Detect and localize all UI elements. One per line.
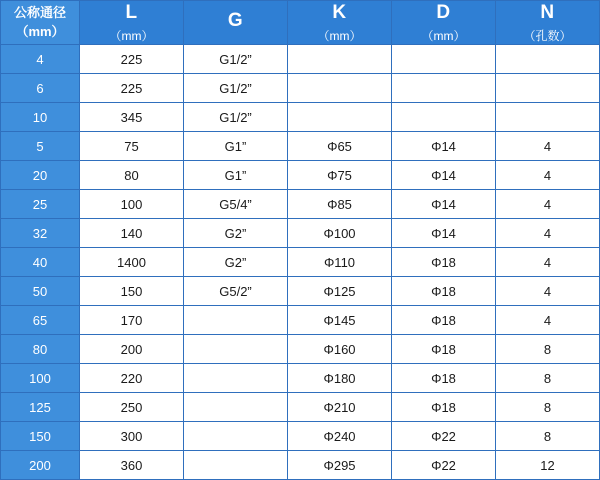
column-header-K xyxy=(288,1,392,45)
cell-K: Φ125 xyxy=(288,277,392,306)
cell-G xyxy=(184,393,288,422)
cell-L: 300 xyxy=(80,422,184,451)
cell-K: Φ110 xyxy=(288,248,392,277)
cell-G: G5/2” xyxy=(184,277,288,306)
cell-D: Φ14 xyxy=(392,161,496,190)
cell-nominal: 32 xyxy=(1,219,80,248)
cell-G: G5/4” xyxy=(184,190,288,219)
cell-G: G1” xyxy=(184,132,288,161)
cell-G: G2” xyxy=(184,219,288,248)
cell-K: Φ75 xyxy=(288,161,392,190)
cell-K: Φ210 xyxy=(288,393,392,422)
column-header-N xyxy=(496,1,600,45)
cell-K: Φ295 xyxy=(288,451,392,480)
cell-N xyxy=(496,103,600,132)
column-header-L xyxy=(80,1,184,45)
cell-nominal: 5 xyxy=(1,132,80,161)
header-row xyxy=(1,1,600,45)
cell-D: Φ18 xyxy=(392,306,496,335)
cell-nominal: 25 xyxy=(1,190,80,219)
table-row xyxy=(1,103,600,132)
cell-D: Φ14 xyxy=(392,219,496,248)
cell-nominal: 80 xyxy=(1,335,80,364)
cell-G: G1” xyxy=(184,161,288,190)
cell-K: Φ180 xyxy=(288,364,392,393)
cell-L: 250 xyxy=(80,393,184,422)
cell-nominal: 200 xyxy=(1,451,80,480)
cell-L: 100 xyxy=(80,190,184,219)
table-row xyxy=(1,335,600,364)
cell-N: 8 xyxy=(496,364,600,393)
cell-nominal: 6 xyxy=(1,74,80,103)
column-header-nominal-diameter xyxy=(1,1,80,45)
table-row xyxy=(1,74,600,103)
cell-nominal: 100 xyxy=(1,364,80,393)
cell-L: 345 xyxy=(80,103,184,132)
cell-K: Φ240 xyxy=(288,422,392,451)
cell-L: 225 xyxy=(80,45,184,74)
column-header-K-unit: （mm） xyxy=(317,28,362,43)
cell-N: 4 xyxy=(496,132,600,161)
cell-D: Φ18 xyxy=(392,364,496,393)
cell-G: G2” xyxy=(184,248,288,277)
cell-L: 225 xyxy=(80,74,184,103)
table-row xyxy=(1,277,600,306)
cell-nominal: 4 xyxy=(1,45,80,74)
cell-G xyxy=(184,335,288,364)
table-row xyxy=(1,248,600,277)
cell-K xyxy=(288,103,392,132)
cell-K xyxy=(288,74,392,103)
column-header-L-unit: （mm） xyxy=(109,28,154,43)
cell-K xyxy=(288,45,392,74)
cell-nominal: 150 xyxy=(1,422,80,451)
cell-L: 150 xyxy=(80,277,184,306)
table-header xyxy=(1,1,600,45)
cell-D: Φ22 xyxy=(392,451,496,480)
cell-D: Φ18 xyxy=(392,248,496,277)
table-row xyxy=(1,190,600,219)
cell-L: 80 xyxy=(80,161,184,190)
column-header-G-name: G xyxy=(227,9,244,31)
cell-nominal: 20 xyxy=(1,161,80,190)
cell-N: 4 xyxy=(496,190,600,219)
cell-N: 4 xyxy=(496,306,600,335)
cell-D xyxy=(392,74,496,103)
cell-D: Φ18 xyxy=(392,277,496,306)
cell-N: 8 xyxy=(496,335,600,364)
cell-K: Φ145 xyxy=(288,306,392,335)
table-body xyxy=(1,45,600,480)
table-row xyxy=(1,306,600,335)
cell-G xyxy=(184,422,288,451)
cell-N: 8 xyxy=(496,393,600,422)
cell-N xyxy=(496,45,600,74)
table-row xyxy=(1,422,600,451)
cell-N: 4 xyxy=(496,161,600,190)
cell-L: 170 xyxy=(80,306,184,335)
table-row xyxy=(1,219,600,248)
cell-D: Φ18 xyxy=(392,393,496,422)
table-row xyxy=(1,393,600,422)
cell-L: 1400 xyxy=(80,248,184,277)
column-header-L-name: L xyxy=(125,2,138,23)
cell-L: 200 xyxy=(80,335,184,364)
cell-nominal: 65 xyxy=(1,306,80,335)
cell-D xyxy=(392,103,496,132)
cell-N: 8 xyxy=(496,422,600,451)
cell-N: 4 xyxy=(496,248,600,277)
cell-G: G1/2” xyxy=(184,45,288,74)
cell-nominal: 10 xyxy=(1,103,80,132)
cell-N: 4 xyxy=(496,219,600,248)
cell-N: 4 xyxy=(496,277,600,306)
cell-L: 220 xyxy=(80,364,184,393)
cell-K: Φ85 xyxy=(288,190,392,219)
table-row xyxy=(1,132,600,161)
column-header-N-unit: （孔数） xyxy=(523,28,572,43)
column-header-nominal-diameter-name: 公称通径 xyxy=(13,4,66,20)
cell-N: 12 xyxy=(496,451,600,480)
cell-L: 360 xyxy=(80,451,184,480)
cell-D: Φ14 xyxy=(392,190,496,219)
cell-D: Φ14 xyxy=(392,132,496,161)
cell-L: 140 xyxy=(80,219,184,248)
cell-nominal: 125 xyxy=(1,393,80,422)
cell-N xyxy=(496,74,600,103)
cell-K: Φ160 xyxy=(288,335,392,364)
column-header-G xyxy=(184,1,288,45)
column-header-nominal-diameter-unit: （mm） xyxy=(15,23,65,39)
cell-K: Φ65 xyxy=(288,132,392,161)
column-header-N-name: N xyxy=(540,2,555,23)
column-header-K-name: K xyxy=(332,2,347,23)
table-row xyxy=(1,161,600,190)
cell-D xyxy=(392,45,496,74)
column-header-D-unit: （mm） xyxy=(421,28,466,43)
cell-nominal: 50 xyxy=(1,277,80,306)
table-row xyxy=(1,451,600,480)
cell-G xyxy=(184,306,288,335)
cell-K: Φ100 xyxy=(288,219,392,248)
cell-D: Φ22 xyxy=(392,422,496,451)
cell-L: 75 xyxy=(80,132,184,161)
table-row xyxy=(1,45,600,74)
column-header-D xyxy=(392,1,496,45)
cell-G xyxy=(184,364,288,393)
cell-G: G1/2” xyxy=(184,103,288,132)
cell-G: G1/2” xyxy=(184,74,288,103)
cell-D: Φ18 xyxy=(392,335,496,364)
table-row xyxy=(1,364,600,393)
cell-nominal: 40 xyxy=(1,248,80,277)
column-header-D-name: D xyxy=(436,2,451,23)
cell-G xyxy=(184,451,288,480)
